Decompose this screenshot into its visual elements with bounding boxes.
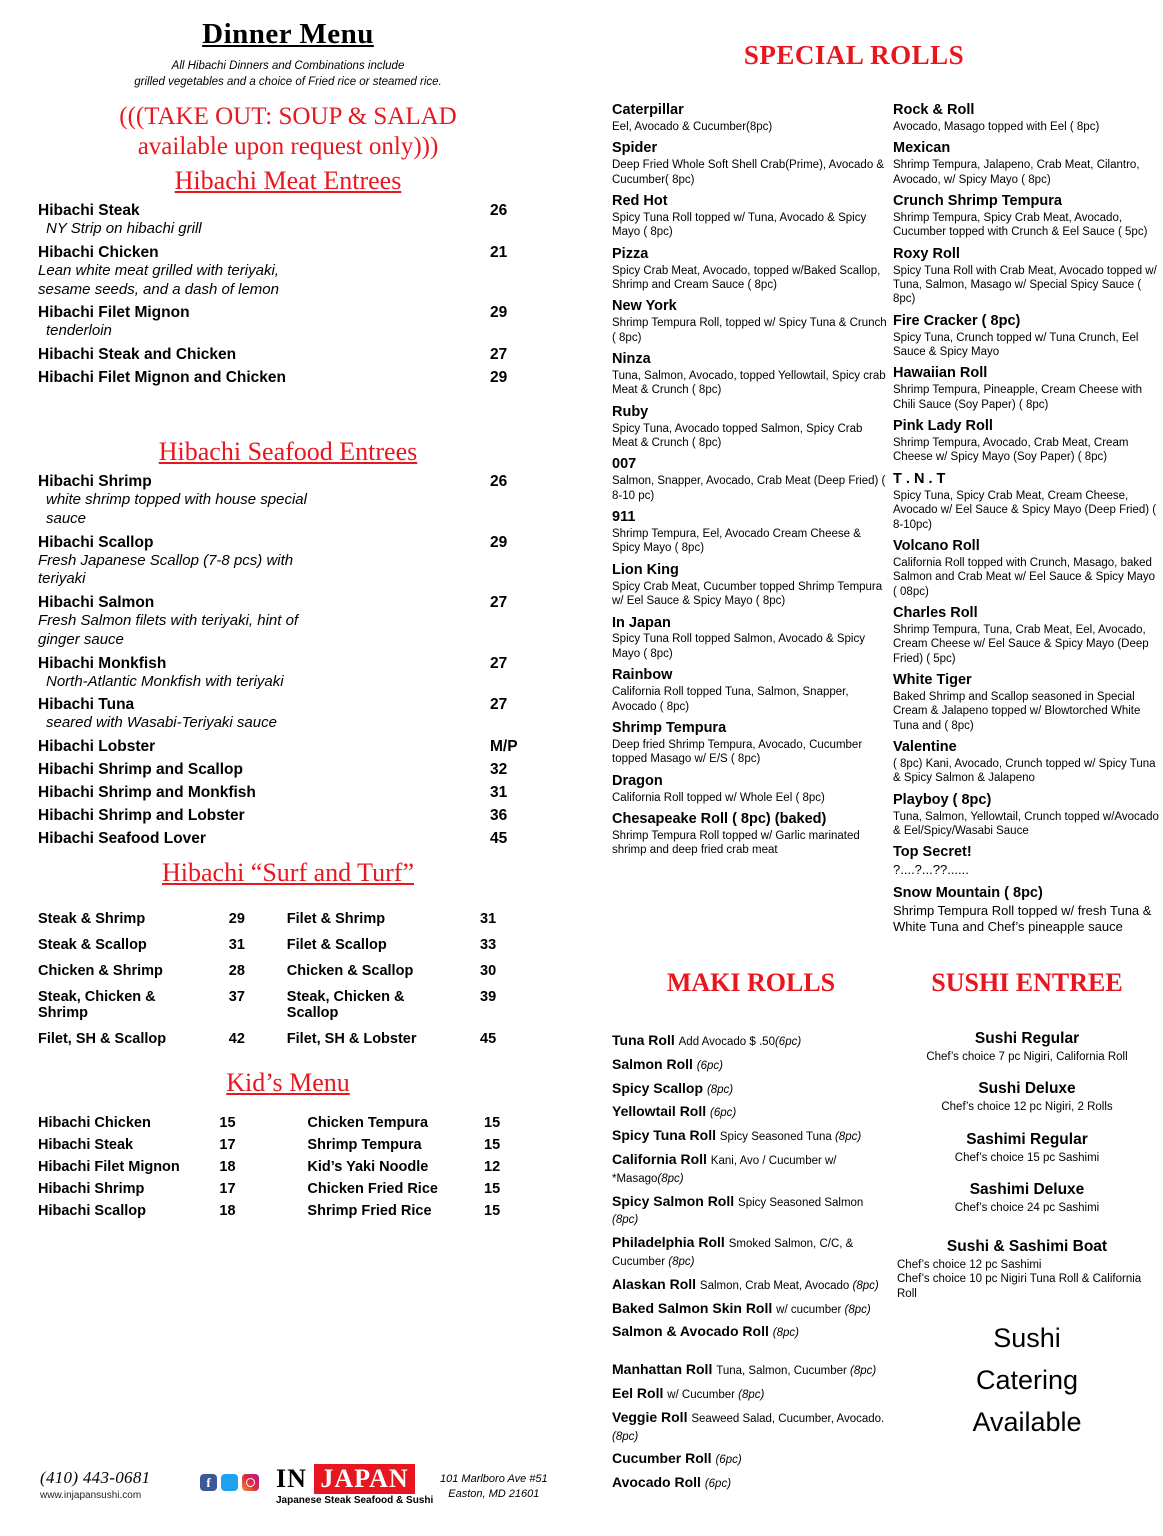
maki-name: Spicy Salmon Roll bbox=[612, 1192, 739, 1209]
menu-item-name: Hibachi Steak and Chicken bbox=[38, 346, 237, 364]
menu-item-price: 26 bbox=[490, 202, 508, 220]
combo-price-right: 39 bbox=[480, 989, 497, 1006]
roll-name: Charles Roll bbox=[893, 604, 978, 621]
roll-name: Pink Lady Roll bbox=[893, 418, 993, 435]
menu-item-price: 36 bbox=[490, 807, 508, 825]
menu-item-name: Hibachi Shrimp and Lobster bbox=[38, 807, 245, 825]
maki-desc: w/ Cucumber bbox=[667, 1388, 739, 1401]
maki-name: Alaskan Roll bbox=[612, 1275, 700, 1292]
kids-name-right: Chicken Tempura bbox=[307, 1115, 429, 1132]
roll-desc: Tuna, Salmon, Yellowtail, Crunch topped w/Avocado & Eel/Spicy/Wasabi Sauce bbox=[893, 810, 1159, 838]
maki-name: Baked Salmon Skin Roll bbox=[612, 1299, 777, 1316]
maki-item bbox=[612, 1361, 892, 1379]
kids-name-left: Hibachi Steak bbox=[38, 1137, 134, 1154]
roll-desc: Spicy Tuna Roll topped Salmon, Avocado & Spicy Mayo ( 8pc) bbox=[612, 633, 865, 660]
kids-name-right: Shrimp Fried Rice bbox=[307, 1203, 432, 1220]
phone-number[interactable]: (410) 443-0681 bbox=[40, 1468, 151, 1487]
restaurant-logo bbox=[276, 1464, 433, 1506]
menu-item-row bbox=[38, 784, 538, 802]
combo-name-left: Filet, SH & Scallop bbox=[38, 1031, 167, 1048]
roll-desc: Shrimp Tempura, Spicy Crab Meat, Avocado, Cucumber topped with Crunch & Eel Sauce ( 5pc) bbox=[893, 211, 1148, 239]
kids-name-right: Shrimp Tempura bbox=[307, 1137, 422, 1154]
sushi-entree-list bbox=[893, 1014, 1161, 1444]
menu-item-price: 27 bbox=[490, 594, 508, 612]
maki-desc: w/ cucumber bbox=[776, 1303, 845, 1316]
maki-item bbox=[612, 1450, 892, 1468]
menu-item-price: 29 bbox=[490, 369, 508, 387]
menu-item-name: Hibachi Shrimp bbox=[38, 473, 152, 491]
kids-price-left: 18 bbox=[219, 1203, 236, 1220]
maki-name: Spicy Tuna Roll bbox=[612, 1127, 720, 1144]
maki-name: Avocado Roll bbox=[612, 1474, 705, 1491]
roll-name: Volcano Roll bbox=[893, 537, 980, 554]
menu-item-desc: tenderloin bbox=[46, 322, 112, 340]
menu-item-desc: Lean white meat grilled with teriyaki, sesame seeds, and a dash of lemon bbox=[38, 261, 279, 298]
maki-item bbox=[612, 1409, 892, 1445]
maki-desc: Spicy Seasoned Tuna bbox=[719, 1131, 835, 1144]
roll-name: Playboy ( 8pc) bbox=[893, 791, 992, 808]
menu-item-row bbox=[38, 761, 538, 779]
maki-pieces: (8pc) bbox=[657, 1172, 684, 1185]
roll-desc: Shrimp Tempura Roll topped w/ fresh Tuna & White Tuna and Chef’s pineapple sauce bbox=[893, 902, 1152, 934]
roll-desc: Shrimp Tempura, Jalapeno, Crab Meat, Cilantro, Avocado, w/ Spicy Mayo ( 8pc) bbox=[893, 159, 1140, 186]
table-row bbox=[38, 1156, 538, 1178]
sushi-entree-name: Sashimi Deluxe bbox=[969, 1181, 1085, 1199]
menu-item-price: 26 bbox=[490, 473, 508, 491]
roll-desc: ?....?...??...... bbox=[893, 862, 969, 878]
roll-desc: Shrimp Tempura, Avocado, Crab Meat, Cream Cheese w/ Spicy Mayo (Soy Paper) ( 8pc) bbox=[893, 437, 1129, 464]
kids-price-right: 15 bbox=[484, 1203, 501, 1220]
menu-item-name: Hibachi Tuna bbox=[38, 696, 135, 714]
menu-item-row bbox=[38, 655, 538, 673]
table-row bbox=[38, 1112, 538, 1134]
kids-name-left: Hibachi Shrimp bbox=[38, 1181, 145, 1198]
roll-desc: Baked Shrimp and Scallop seasoned in Special Cream & Jalapeno topped w/ Blowtorched White Tuna and ( 8pc) bbox=[893, 690, 1141, 732]
social-links[interactable] bbox=[200, 1474, 259, 1491]
maki-name: Spicy Scallop bbox=[612, 1079, 707, 1096]
maki-pieces: (8pc) bbox=[852, 1279, 879, 1292]
logo-in-text: IN bbox=[276, 1464, 307, 1493]
menu-item-row bbox=[38, 696, 538, 714]
section-heading-kids-menu: Kid’s Menu bbox=[226, 1068, 350, 1098]
maki-pieces: (8pc) bbox=[738, 1388, 765, 1401]
menu-item-row bbox=[38, 473, 538, 491]
roll-name: Pizza bbox=[612, 245, 649, 262]
roll-name: Mexican bbox=[893, 140, 951, 157]
sushi-entree-desc: Chef’s choice 24 pc Sashimi bbox=[954, 1202, 1100, 1215]
maki-item bbox=[612, 1151, 892, 1187]
roll-desc: Shrimp Tempura, Pineapple, Cream Cheese with Chili Sauce (Soy Paper) ( 8pc) bbox=[893, 384, 1143, 411]
roll-name: In Japan bbox=[612, 614, 671, 631]
maki-name: Salmon Roll bbox=[612, 1055, 697, 1072]
section-heading-hibachi-seafood: Hibachi Seafood Entrees bbox=[158, 437, 418, 467]
roll-desc: Spicy Tuna Roll topped w/ Tuna, Avocado & Spicy Mayo ( 8pc) bbox=[612, 211, 867, 239]
roll-name: Rock & Roll bbox=[893, 102, 975, 118]
roll-desc: Salmon, Snapper, Avocado, Crab Meat (Deep Fried) ( 8-10 pc) bbox=[612, 475, 886, 502]
maki-name: Veggie Roll bbox=[612, 1408, 692, 1425]
maki-pieces: (8pc) bbox=[834, 1131, 862, 1144]
combo-name-left: Steak & Shrimp bbox=[38, 911, 146, 928]
sushi-entree-desc: Chef’s choice 7 pc Nigiri, California Roll bbox=[926, 1051, 1128, 1063]
maki-pieces: (8pc) bbox=[772, 1327, 799, 1340]
menu-item-desc: seared with Wasabi-Teriyaki sauce bbox=[46, 714, 277, 732]
menu-item-name: Hibachi Filet Mignon bbox=[38, 304, 190, 322]
maki-desc: Tuna, Salmon, Cucumber bbox=[716, 1365, 851, 1378]
menu-item-name: Hibachi Filet Mignon and Chicken bbox=[38, 369, 287, 387]
kids-price-right: 12 bbox=[484, 1159, 501, 1176]
menu-item-name: Hibachi Chicken bbox=[38, 243, 159, 261]
combo-name-right: Chicken & Scallop bbox=[286, 963, 414, 980]
menu-item-desc: North-Atlantic Monkfish with teriyaki bbox=[46, 672, 284, 690]
menu-item-price: 31 bbox=[490, 784, 508, 802]
combo-price-left: 31 bbox=[228, 937, 245, 954]
roll-desc: Shrimp Tempura Roll topped w/ Garlic marinated shrimp and deep fried crab meat bbox=[612, 829, 860, 857]
kids-price-left: 17 bbox=[219, 1181, 236, 1198]
maki-desc: Salmon, Crab Meat, Avocado bbox=[699, 1279, 853, 1292]
maki-item bbox=[612, 1080, 892, 1098]
table-row bbox=[38, 1026, 538, 1052]
roll-name: Snow Mountain ( 8pc) bbox=[893, 884, 1043, 901]
hibachi-seafood-list bbox=[38, 473, 538, 848]
maki-name: Tuna Roll bbox=[612, 1032, 679, 1048]
menu-item-name: Hibachi Salmon bbox=[38, 594, 155, 612]
menu-item-row bbox=[38, 304, 538, 322]
menu-item-price: 29 bbox=[490, 533, 508, 551]
section-heading-special-rolls: SPECIAL ROLLS bbox=[743, 40, 965, 70]
takeout-line-2: available upon request only))) bbox=[137, 133, 439, 161]
menu-item-price: 21 bbox=[490, 243, 508, 261]
roll-name: Roxy Roll bbox=[893, 245, 960, 262]
kids-price-left: 15 bbox=[219, 1115, 236, 1132]
special-rolls-column-2 bbox=[893, 96, 1161, 935]
menu-item-name: Hibachi Shrimp and Scallop bbox=[38, 761, 243, 779]
roll-name: Hawaiian Roll bbox=[893, 365, 988, 382]
kids-price-right: 15 bbox=[484, 1137, 501, 1154]
roll-desc: Spicy Tuna Roll with Crab Meat, Avocado topped w/ Tuna, Salmon, Masago w/ Special Spicy Sauce ( 8pc) bbox=[893, 264, 1157, 306]
sushi-entree-name: Sashimi Regular bbox=[966, 1130, 1088, 1148]
roll-name: Shrimp Tempura bbox=[612, 719, 727, 736]
maki-name: Eel Roll bbox=[612, 1384, 668, 1401]
table-row bbox=[38, 906, 538, 932]
roll-name: Caterpillar bbox=[612, 102, 684, 118]
menu-item-desc: Fresh Salmon filets with teriyaki, hint of ginger sauce bbox=[38, 612, 299, 648]
combo-price-left: 28 bbox=[228, 963, 245, 980]
maki-item bbox=[612, 1056, 892, 1074]
maki-item bbox=[612, 1323, 892, 1341]
combo-price-left: 37 bbox=[228, 989, 245, 1006]
left-column bbox=[38, 18, 538, 1222]
menu-item-name: Hibachi Monkfish bbox=[38, 654, 167, 672]
kids-menu-table bbox=[38, 1112, 538, 1222]
menu-item-row bbox=[38, 830, 538, 848]
maki-name: Yellowtail Roll bbox=[612, 1103, 711, 1120]
facebook-icon[interactable]: f bbox=[200, 1474, 217, 1491]
special-rolls-column-1 bbox=[612, 96, 890, 858]
menu-item-price: 27 bbox=[490, 696, 508, 714]
twitter-icon[interactable] bbox=[221, 1474, 238, 1491]
maki-item bbox=[612, 1300, 892, 1318]
menu-item-name: Hibachi Lobster bbox=[38, 738, 156, 756]
roll-desc: Spicy Tuna, Avocado topped Salmon, Spicy Crab Meat & Crunch ( 8pc) bbox=[612, 422, 863, 450]
menu-item-row bbox=[38, 202, 538, 220]
surf-and-turf-table bbox=[38, 906, 538, 1052]
maki-pieces: (6pc) bbox=[710, 1107, 737, 1120]
roll-name: Fire Cracker ( 8pc) bbox=[893, 312, 1021, 329]
kids-name-right: Chicken Fried Rice bbox=[307, 1181, 438, 1198]
instagram-icon[interactable] bbox=[242, 1474, 259, 1491]
roll-name: T . N . T bbox=[893, 470, 946, 487]
maki-item bbox=[612, 1193, 892, 1229]
sushi-boat-name: Sushi & Sashimi Boat bbox=[946, 1237, 1108, 1255]
combo-price-left: 29 bbox=[228, 911, 245, 928]
menu-item-row bbox=[38, 738, 538, 756]
menu-item-row bbox=[38, 594, 538, 612]
menu-item-price: 45 bbox=[490, 830, 508, 848]
combo-name-right: Steak, Chicken & Scallop bbox=[286, 989, 405, 1022]
menu-item-desc: NY Strip on hibachi grill bbox=[46, 220, 202, 238]
roll-desc: California Roll topped w/ Whole Eel ( 8pc) bbox=[612, 791, 825, 804]
menu-item-name: Hibachi Scallop bbox=[38, 533, 154, 551]
maki-item bbox=[612, 1385, 892, 1403]
maki-pieces: (6pc) bbox=[696, 1059, 723, 1072]
maki-pieces: (8pc) bbox=[668, 1255, 695, 1268]
roll-desc: California Roll topped Tuna, Salmon, Snapper, Avocado ( 8pc) bbox=[612, 686, 849, 713]
maki-desc: Kani, Avo / Cucumber w/ *Masago bbox=[612, 1154, 837, 1185]
roll-name: Lion King bbox=[612, 561, 679, 578]
logo-subtitle: Japanese Steak Seafood & Sushi bbox=[276, 1495, 434, 1506]
maki-item bbox=[612, 1032, 892, 1050]
section-heading-maki-rolls: MAKI ROLLS bbox=[666, 968, 836, 997]
combo-name-right: Filet & Scallop bbox=[286, 937, 387, 954]
roll-desc: Tuna, Salmon, Avocado, topped Yellowtail, Spicy crab Meat & Crunch ( 8pc) bbox=[612, 370, 886, 397]
menu-item-price: 27 bbox=[490, 346, 508, 364]
combo-name-right: Filet & Shrimp bbox=[286, 911, 386, 928]
roll-name: Red Hot bbox=[612, 193, 668, 209]
roll-name: Valentine bbox=[893, 739, 957, 756]
menu-item-row bbox=[38, 807, 538, 825]
maki-item bbox=[612, 1127, 892, 1145]
maki-name: Manhattan Roll bbox=[612, 1361, 717, 1378]
maki-item bbox=[612, 1234, 892, 1270]
kids-price-right: 15 bbox=[484, 1115, 501, 1132]
page-title: Dinner Menu bbox=[202, 18, 374, 50]
roll-name: Dragon bbox=[612, 772, 663, 789]
roll-desc: Spicy Tuna, Crunch topped w/ Tuna Crunch, Eel Sauce & Spicy Mayo bbox=[893, 331, 1139, 359]
roll-desc: Spicy Crab Meat, Avocado, topped w/Baked Scallop, Shrimp and Cream Sauce ( 8pc) bbox=[612, 264, 881, 291]
roll-desc: Shrimp Tempura, Tuna, Crab Meat, Eel, Avocado, Cream Cheese w/ Eel Sauce & Spicy Mayo (Deep Fried) ( 5pc) bbox=[893, 623, 1149, 665]
maki-item bbox=[612, 1103, 892, 1121]
sushi-entree-desc: Chef’s choice 12 pc Nigiri, 2 Rolls bbox=[941, 1101, 1113, 1114]
menu-item-name: Hibachi Steak bbox=[38, 202, 140, 220]
menu-item-price: 32 bbox=[490, 761, 508, 779]
roll-desc: Deep Fried Whole Soft Shell Crab(Prime), Avocado & Cucumber( 8pc) bbox=[612, 159, 885, 186]
table-row bbox=[38, 958, 538, 984]
combo-price-left: 42 bbox=[228, 1031, 245, 1048]
maki-desc: Smoked Salmon, C/C, & Cucumber bbox=[612, 1238, 854, 1268]
roll-desc: California Roll topped with Crunch, Masago, baked Salmon and Crab Meat w/ Eel Sauce & Spicy Mayo ( 08pc) bbox=[893, 556, 1156, 598]
maki-name: California Roll bbox=[612, 1150, 711, 1167]
menu-item-row bbox=[38, 369, 538, 387]
roll-name: Spider bbox=[612, 140, 658, 157]
table-row bbox=[38, 1134, 538, 1156]
roll-name: White Tiger bbox=[893, 672, 972, 688]
menu-item-name: Hibachi Seafood Lover bbox=[38, 830, 206, 848]
menu-item-price: 27 bbox=[490, 654, 508, 672]
combo-name-right: Filet, SH & Lobster bbox=[286, 1031, 417, 1048]
maki-pieces: (6pc) bbox=[704, 1478, 732, 1491]
table-row bbox=[38, 984, 538, 1026]
maki-pieces: (6pc) bbox=[774, 1036, 802, 1048]
maki-name: Salmon & Avocado Roll bbox=[612, 1323, 773, 1340]
footer bbox=[40, 1464, 570, 1528]
combo-name-left: Steak, Chicken & Shrimp bbox=[38, 989, 156, 1022]
section-heading-hibachi-meat: Hibachi Meat Entrees bbox=[174, 166, 402, 196]
maki-item bbox=[612, 1276, 892, 1294]
roll-desc: Avocado, Masago topped with Eel ( 8pc) bbox=[893, 120, 1100, 133]
roll-desc: Shrimp Tempura, Eel, Avocado Cream Cheese & Spicy Mayo ( 8pc) bbox=[612, 528, 861, 555]
roll-name: 007 bbox=[612, 456, 637, 473]
roll-name: Crunch Shrimp Tempura bbox=[893, 193, 1062, 209]
combo-price-right: 45 bbox=[480, 1031, 497, 1048]
kids-price-left: 17 bbox=[219, 1137, 236, 1154]
sushi-entree-desc: Chef’s choice 15 pc Sashimi bbox=[954, 1151, 1100, 1164]
combo-price-right: 33 bbox=[480, 937, 497, 954]
menu-item-name: Hibachi Shrimp and Monkfish bbox=[38, 784, 256, 802]
roll-name: Ruby bbox=[612, 403, 649, 420]
roll-desc: Shrimp Tempura Roll, topped w/ Spicy Tuna & Crunch ( 8pc) bbox=[612, 317, 887, 344]
kids-name-left: Hibachi Filet Mignon bbox=[38, 1159, 180, 1176]
table-row bbox=[38, 932, 538, 958]
logo-japan-text: JAPAN bbox=[314, 1464, 414, 1494]
maki-desc: Add Avocado $ .50 bbox=[678, 1036, 775, 1048]
maki-pieces: (8pc) bbox=[850, 1365, 877, 1378]
maki-pieces: (6pc) bbox=[715, 1454, 742, 1467]
roll-name: Rainbow bbox=[612, 667, 673, 684]
kids-name-right: Kid’s Yaki Noodle bbox=[307, 1159, 429, 1176]
maki-pieces: (8pc) bbox=[612, 1214, 639, 1227]
roll-desc: ( 8pc) Kani, Avocado, Crunch topped w/ Spicy Tuna & Spicy Salmon & Jalapeno bbox=[893, 758, 1156, 785]
table-row bbox=[38, 1178, 538, 1200]
menu-item-price: M/P bbox=[490, 738, 518, 756]
table-row bbox=[38, 1200, 538, 1222]
maki-pieces: (8pc) bbox=[844, 1303, 871, 1316]
roll-name: Top Secret! bbox=[893, 844, 972, 861]
takeout-notice bbox=[38, 102, 538, 162]
maki-name: Cucumber Roll bbox=[612, 1450, 716, 1467]
address: 101 Marlboro Ave #51 Easton, MD 21601 bbox=[440, 1473, 548, 1500]
roll-desc: Deep fried Shrimp Tempura, Avocado, Cucumber topped Masago w/ E/S ( 8pc) bbox=[612, 738, 863, 766]
roll-name: Ninza bbox=[612, 351, 651, 368]
section-heading-surf-and-turf: Hibachi “Surf and Turf” bbox=[161, 858, 414, 888]
menu-item-row bbox=[38, 346, 538, 364]
catering-callout: Sushi Catering Available bbox=[972, 1323, 1082, 1437]
section-heading-sushi-entree: SUSHI ENTREE bbox=[931, 968, 1123, 997]
sushi-entree-name: Sushi Deluxe bbox=[978, 1080, 1076, 1098]
combo-price-right: 30 bbox=[480, 963, 497, 980]
roll-desc: Eel, Avocado & Cucumber(8pc) bbox=[612, 120, 773, 133]
maki-desc: Seaweed Salad, Cucumber, Avocado. bbox=[691, 1412, 885, 1425]
maki-rolls-list bbox=[612, 1026, 892, 1492]
maki-desc: Spicy Seasoned Salmon bbox=[738, 1196, 864, 1209]
roll-name: New York bbox=[612, 298, 677, 315]
maki-pieces: (8pc) bbox=[612, 1430, 639, 1443]
combo-name-left: Chicken & Shrimp bbox=[38, 963, 163, 980]
website-url[interactable]: www.injapansushi.com bbox=[40, 1490, 142, 1501]
takeout-line-1: (((TAKE OUT: SOUP & SALAD bbox=[119, 103, 457, 131]
combo-name-left: Steak & Scallop bbox=[38, 937, 147, 954]
menu-item-price: 29 bbox=[490, 304, 508, 322]
maki-name: Philadelphia Roll bbox=[612, 1234, 729, 1251]
menu-item-desc: Fresh Japanese Scallop (7-8 pcs) with teriyaki bbox=[38, 551, 294, 588]
dinner-note: All Hibachi Dinners and Combinations include grilled vegetables and a choice of Fried rice or steamed rice. bbox=[134, 60, 442, 88]
kids-name-left: Hibachi Chicken bbox=[38, 1115, 151, 1132]
kids-name-left: Hibachi Scallop bbox=[38, 1203, 146, 1220]
roll-desc: Spicy Crab Meat, Cucumber topped Shrimp Tempura w/ Eel Sauce & Spicy Mayo ( 8pc) bbox=[612, 580, 883, 608]
menu-item-desc: white shrimp topped with house special sauce bbox=[46, 491, 307, 527]
menu-item-row bbox=[38, 534, 538, 552]
maki-item bbox=[612, 1474, 892, 1492]
sushi-boat-desc: Chef’s choice 12 pc Sashimi Chef’s choice 10 pc Nigiri Tuna Roll & California Roll bbox=[897, 1258, 1142, 1301]
kids-price-left: 18 bbox=[219, 1159, 236, 1176]
kids-price-right: 15 bbox=[484, 1181, 501, 1198]
menu-item-row bbox=[38, 244, 538, 262]
sushi-entree-name: Sushi Regular bbox=[974, 1030, 1080, 1047]
maki-pieces: (8pc) bbox=[706, 1083, 734, 1096]
combo-price-right: 31 bbox=[480, 911, 497, 928]
roll-name: 911 bbox=[612, 509, 636, 526]
hibachi-meat-list bbox=[38, 202, 538, 387]
roll-name: Chesapeake Roll ( 8pc) (baked) bbox=[612, 810, 827, 827]
roll-desc: Spicy Tuna, Spicy Crab Meat, Cream Cheese, Avocado w/ Eel Sauce & Spicy Mayo (Deep Fried) ( 8-10pc) bbox=[893, 489, 1157, 531]
